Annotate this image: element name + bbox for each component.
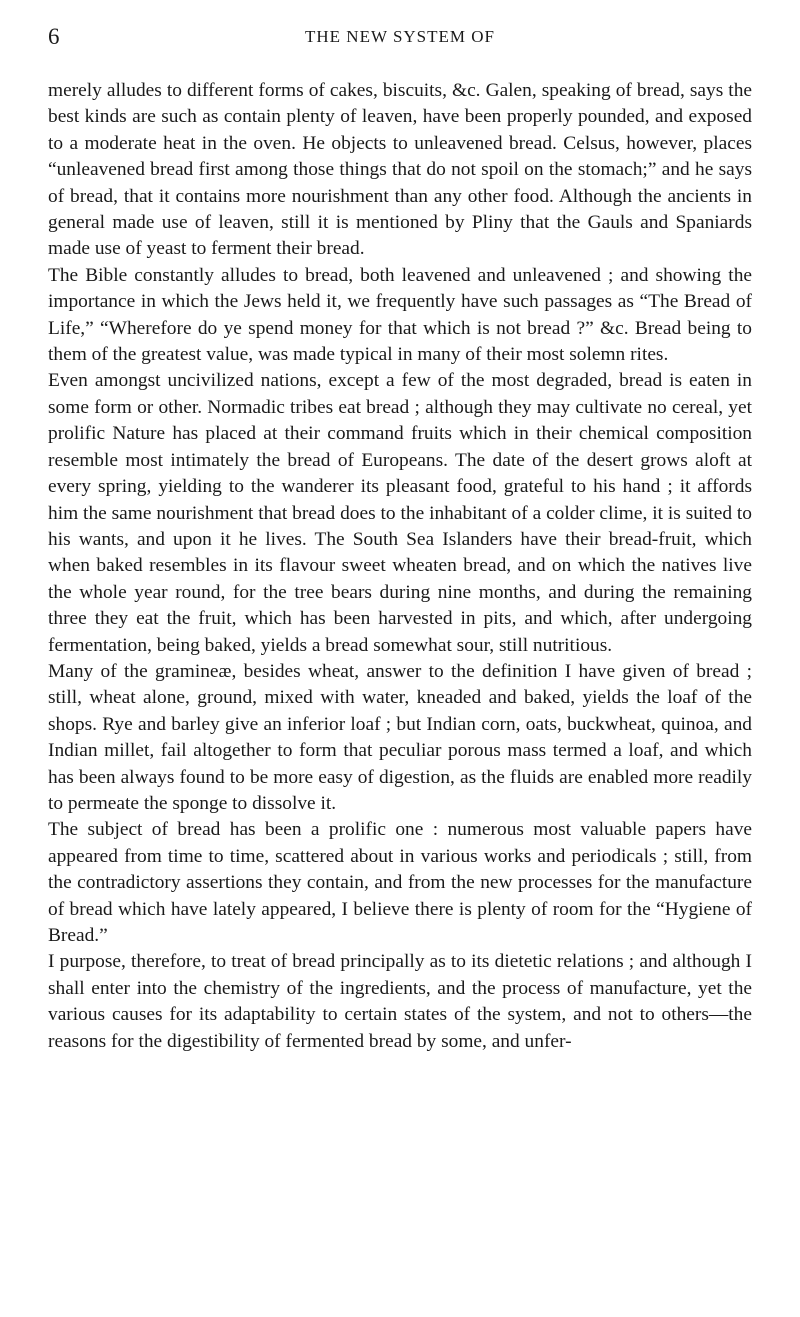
paragraph: I purpose, therefore, to treat of bread principally as to its dietetic relations ; and although I shall enter into the chemistry of the ingredients, and the process of manufacture, yet the various causes for its adaptability to certain states of the system, and not to others—the reasons for the digestibility of fermented bread by some, and unfer- <box>48 951 752 1052</box>
page-number: 6 <box>48 24 60 49</box>
paragraph: Many of the gramineæ, besides wheat, answer to the definition I have given of bread ; still, wheat alone, ground, mixed with water, kneaded and baked, yields the loaf of the shops. Rye and barley give an inferior loaf ; but Indian corn, oats, buckwheat, quinoa, and Indian millet, fail altogether to form that peculiar porous mass termed a loaf, and which has been always found to be more easy of digestion, as the fluids are enabled more readily to permeate the sponge to dissolve it. <box>48 660 752 814</box>
running-head: THE NEW SYSTEM OF <box>305 27 495 46</box>
page-header <box>48 24 752 54</box>
paragraph: Even amongst uncivilized nations, except a few of the most degraded, bread is eaten in some form or other. Normadic tribes eat bread ; although they may cultivate no cereal, yet prolific Nature has placed at their command fruits which in their chemical composition resemble most intimately the bread of Europeans. The date of the desert grows aloft at every spring, yielding to the wanderer its pleasant food, grateful to his hand ; it affords him the same nourishment that bread does to the inhabitant of a colder clime, it is suited to his wants, and upon it he lives. The South Sea Islanders have their bread-fruit, which when baked resembles in its flavour sweet wheaten bread, and on which the natives live the whole year round, for the tree bears during nine months, and during the remaining three they eat the fruit, which has been harvested in pits, and which, after undergoing fermentation, being baked, yields a bread somewhat sour, still nutritious. <box>48 370 752 656</box>
paragraph: merely alludes to different forms of cakes, biscuits, &c. Galen, speaking of bread, says the best kinds are such as contain plenty of leaven, have been properly pounded, and exposed to a moderate heat in the oven. He objects to unleavened bread. Celsus, however, places “unleavened bread first among those things that do not spoil on the stomach;” and he says of bread, that it contains more nourishment than any other food. Although the ancients in general made use of leaven, still it is mentioned by Pliny that the Gauls and Spaniards made use of yeast to ferment their bread. <box>48 80 752 260</box>
paragraph: The subject of bread has been a prolific one : numerous most valuable papers have appeared from time to time, scattered about in various works and periodicals ; still, from the contradictory assertions they contain, and from the new processes for the manufacture of bread which have lately appeared, I believe there is plenty of room for the “Hygiene of Bread.” <box>48 819 752 946</box>
body-text <box>48 78 752 1055</box>
paragraph: The Bible constantly alludes to bread, both leavened and unleavened ; and showing the importance in which the Jews held it, we frequently have such passages as “The Bread of Life,” “Wherefore do ye spend money for that which is not bread ?” &c. Bread being to them of the greatest value, was made typical in many of their most solemn rites. <box>48 264 752 366</box>
